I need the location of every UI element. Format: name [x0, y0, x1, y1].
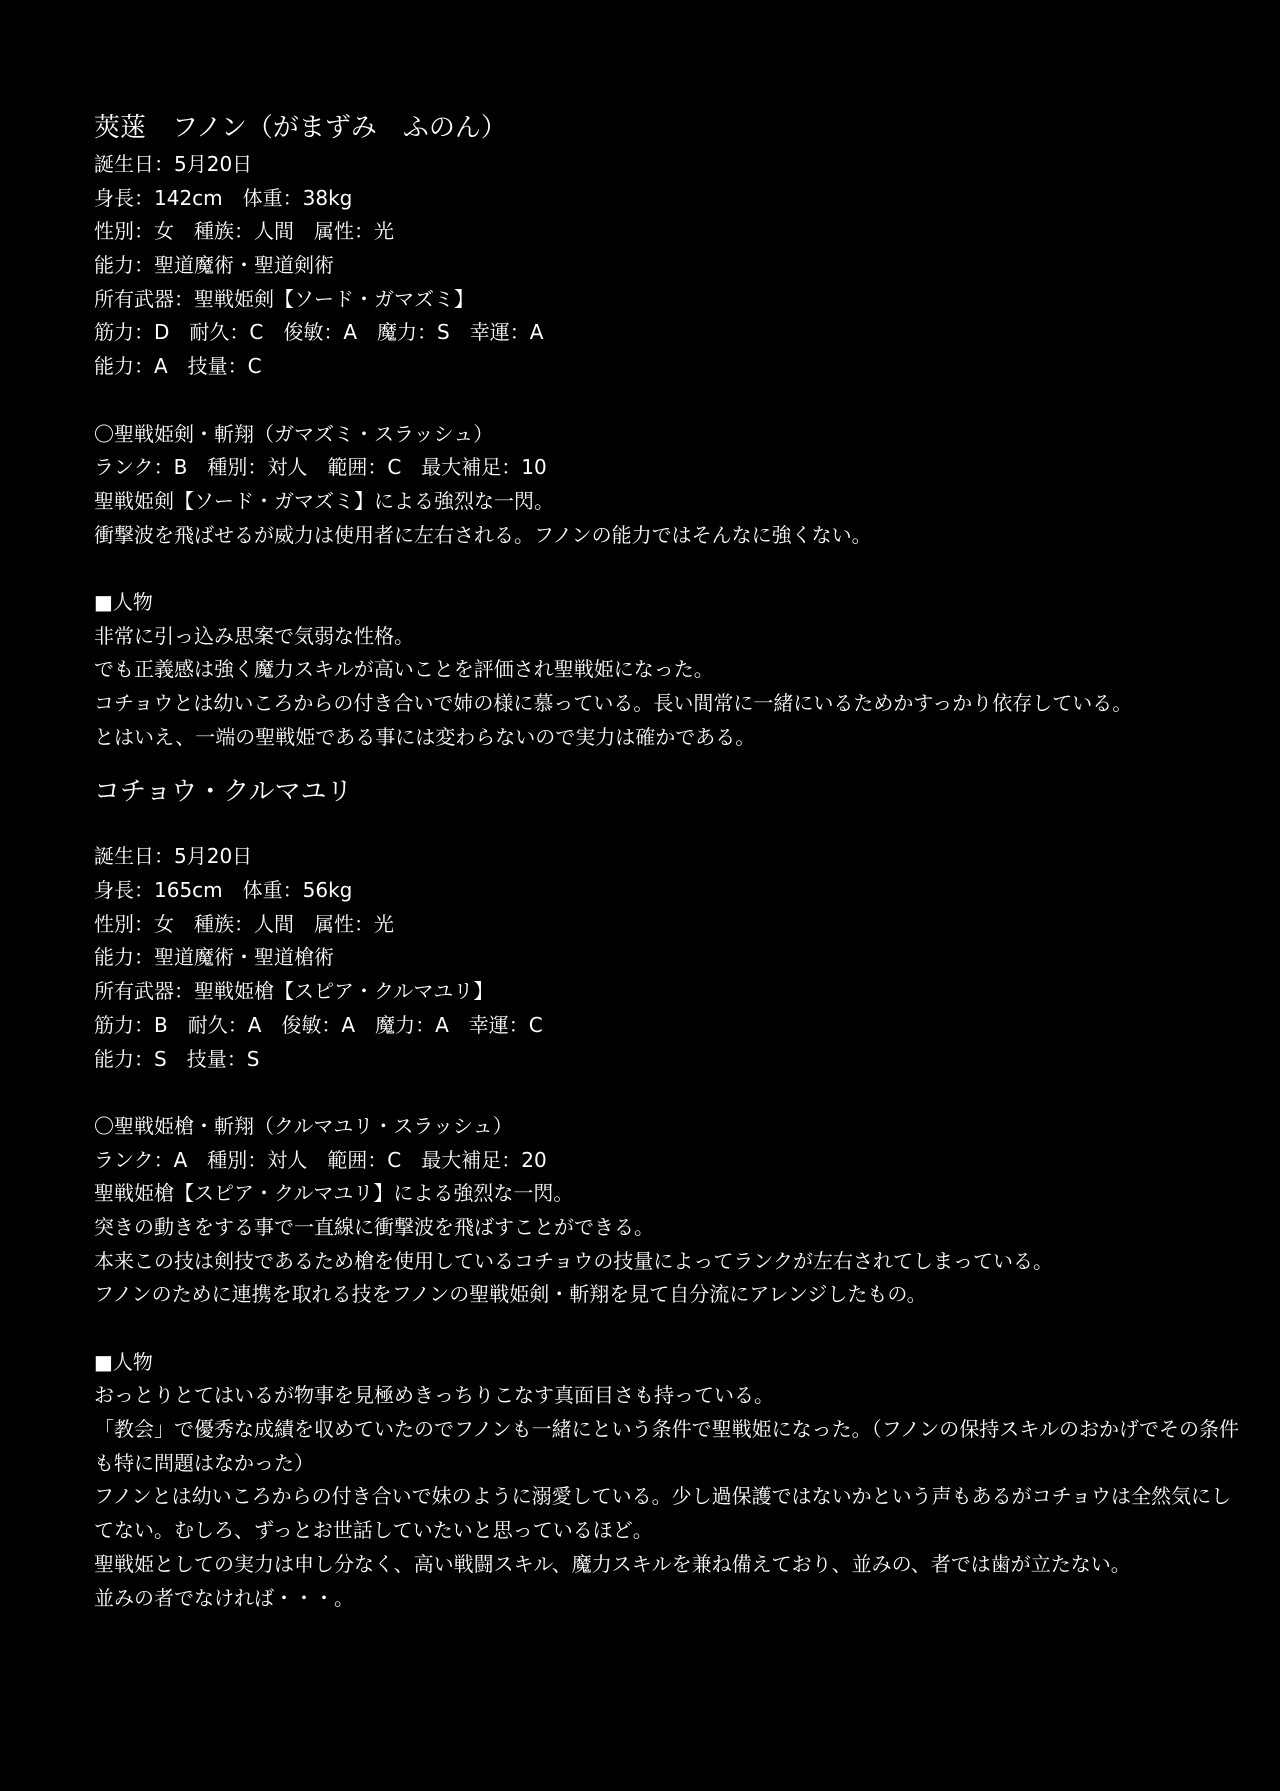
- stat-gender-race-attribute: 性別：女 種族：人間 属性：光: [94, 911, 394, 936]
- stat-ability-skill: 能力：S 技量：S: [94, 1046, 260, 1071]
- stat-ability-skill: 能力：A 技量：C: [94, 354, 262, 379]
- person-heading: ■人物: [94, 589, 153, 614]
- person-text: 非常に引っ込み思案で気弱な性格。: [94, 623, 414, 648]
- stat-parameters: 筋力：B 耐久：A 俊敏：A 魔力：A 幸運：C: [94, 1012, 543, 1037]
- spacer: [94, 1076, 1244, 1110]
- person-text: とはいえ、一端の聖戦姫である事には変わらないので実力は確かである。: [94, 724, 756, 749]
- skill-description: 本来この技は剣技であるため槍を使用しているコチョウの技量によってランクが左右されてしまっている。: [94, 1248, 1053, 1273]
- stat-height-weight: 身長：142cm 体重：38kg: [94, 185, 353, 210]
- person-text: フノンとは幼いころからの付き合いで妹のように溺愛している。少し過保護ではないかという声もあるがコチョウは全然気にしてない。むしろ、ずっとお世話していたいと思っているほど。: [94, 1484, 1231, 1543]
- profile-stats: [94, 840, 1244, 1076]
- profile-person: [94, 1346, 1244, 1616]
- profile-stats: [94, 148, 1244, 384]
- skill-description: 聖戦姫槍【スピア・クルマユリ】による強烈な一閃。: [94, 1181, 574, 1206]
- profile-kocho: [94, 772, 1244, 1615]
- skill-description: 衝撃波を飛ばせるが威力は使用者に左右される。フノンの能力ではそんなに強くない。: [94, 522, 872, 547]
- stat-ability: 能力：聖道魔術・聖道槍術: [94, 945, 334, 970]
- skill-description: 突きの動きをする事で一直線に衝撃波を飛ばすことができる。: [94, 1214, 654, 1239]
- person-text: 聖戦姫としての実力は申し分なく、高い戦闘スキル、魔力スキルを兼ね備えており、並みの、者では歯が立たない。: [94, 1551, 1131, 1576]
- profile-person: [94, 586, 1244, 754]
- profile-skill: [94, 418, 1244, 553]
- person-text: コチョウとは幼いころからの付き合いで姉の様に慕っている。長い間常に一緒にいるためかすっかり依存している。: [94, 691, 1133, 715]
- profile-funon: [94, 108, 1244, 754]
- person-heading: ■人物: [94, 1349, 153, 1374]
- person-text: 並みの者でなければ・・・。: [94, 1585, 354, 1610]
- stat-parameters: 筋力：D 耐久：C 俊敏：A 魔力：S 幸運：A: [94, 320, 544, 345]
- stat-height-weight: 身長：165cm 体重：56kg: [94, 878, 353, 903]
- spacer: [94, 812, 1244, 840]
- skill-rank: ランク：A 種別：対人 範囲：C 最大補足：20: [94, 1147, 547, 1172]
- spacer: [94, 754, 1244, 772]
- skill-description: 聖戦姫剣【ソード・ガマズミ】による強烈な一閃。: [94, 488, 554, 513]
- stat-ability: 能力：聖道魔術・聖道剣術: [94, 253, 334, 278]
- skill-description: フノンのために連携を取れる技をフノンの聖戦姫剣・斬翔を見て自分流にアレンジしたもの。: [94, 1282, 927, 1307]
- profile-skill: [94, 1110, 1244, 1312]
- spacer: [94, 384, 1244, 418]
- spacer: [94, 552, 1244, 586]
- person-text: でも正義感は強く魔力スキルが高いことを評価され聖戦姫になった。: [94, 657, 714, 682]
- profile-name: 莢蒾 フノン（がまずみ ふのん）: [94, 113, 507, 143]
- person-text: おっとりとてはいるが物事を見極めきっちりこなす真面目さも持っている。: [94, 1383, 774, 1408]
- person-text: 「教会」で優秀な成績を収めていたのでフノンも一緒にという条件で聖戦姫になった。（フノンの保持スキルのおかげでその条件も特に問題はなかった）: [94, 1417, 1239, 1475]
- character-profiles-page: [94, 108, 1244, 1615]
- stat-birthday: 誕生日：5月20日: [94, 844, 253, 869]
- stat-gender-race-attribute: 性別：女 種族：人間 属性：光: [94, 219, 394, 244]
- skill-name: 〇聖戦姫剣・斬翔（ガマズミ・スラッシュ）: [94, 421, 494, 446]
- skill-name: 〇聖戦姫槍・斬翔（クルマユリ・スラッシュ）: [94, 1113, 513, 1138]
- skill-rank: ランク：B 種別：対人 範囲：C 最大補足：10: [94, 455, 547, 480]
- stat-weapon: 所有武器：聖戦姫槍【スピア・クルマユリ】: [94, 979, 494, 1004]
- stat-weapon: 所有武器：聖戦姫剣【ソード・ガマズミ】: [94, 286, 474, 311]
- profile-name: コチョウ・クルマユリ: [94, 777, 353, 808]
- stat-birthday: 誕生日：5月20日: [94, 152, 253, 176]
- spacer: [94, 1312, 1244, 1346]
